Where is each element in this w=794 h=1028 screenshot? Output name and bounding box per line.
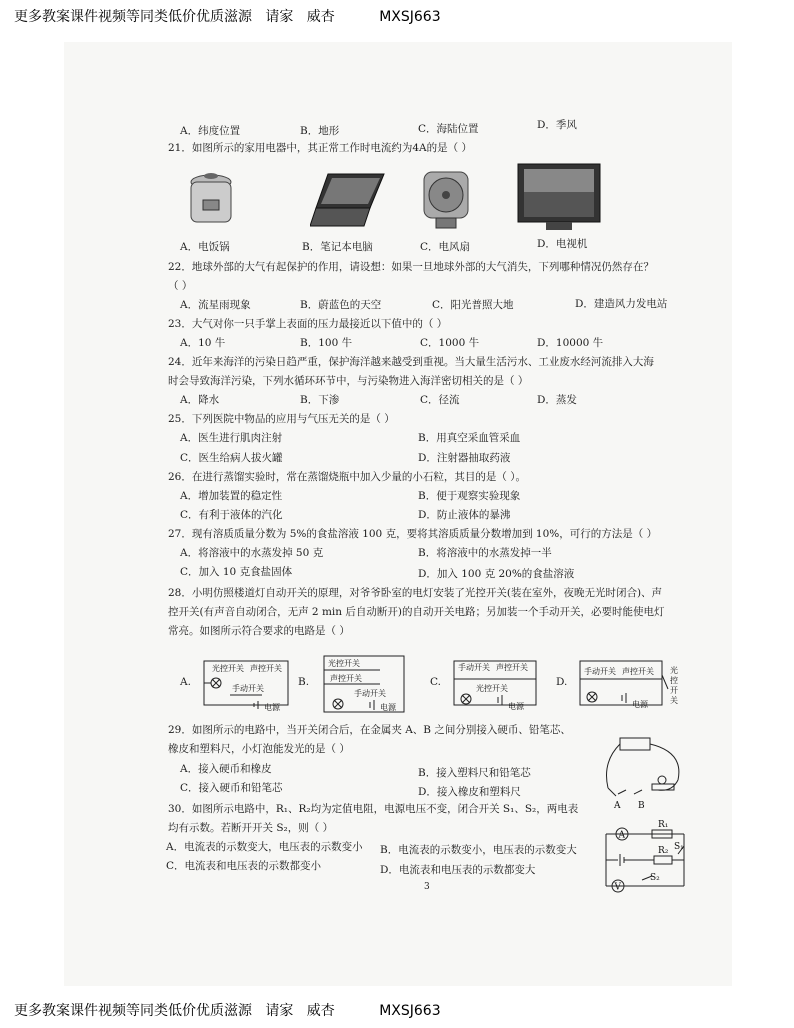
q23-option-c: C．1000 牛 bbox=[420, 337, 480, 349]
q25-stem: 25．下列医院中物品的应用与气压无关的是（ ） bbox=[168, 413, 395, 425]
q30-stem: 30．如图所示电路中，R₁、R₂均为定值电阻，电源电压不变，闭合开关 S₁、S₂，两电表 bbox=[168, 803, 579, 815]
q24-option-a: A．降水 bbox=[180, 394, 220, 406]
q25-option-c: C．医生给病人拔火罐 bbox=[180, 452, 283, 464]
q28-stem: 28．小明仿照楼道灯自动开关的原理，对爷爷卧室的电灯安装了光控开关(装在室外，夜晚无光时闭合)、声 bbox=[168, 587, 663, 599]
q29-clip-a-label: A bbox=[614, 801, 621, 811]
q25-option-a: A．医生进行肌肉注射 bbox=[180, 432, 283, 444]
q28d-sound-label: 声控开关 bbox=[622, 667, 654, 676]
q28d-light-v-3: 开 bbox=[670, 686, 678, 695]
bottom-banner: 更多教案课件视频等同类低价优质滋源 请家 威杏 MXSJ663 bbox=[14, 1003, 441, 1019]
q28c-manual-label: 手动开关 bbox=[458, 663, 490, 672]
q27-option-d: D．加入 100 克 20%的食盐溶液 bbox=[418, 568, 575, 580]
q26-option-a: A．增加装置的稳定性 bbox=[180, 490, 283, 502]
q28d-power-label: 电源 bbox=[632, 700, 648, 709]
q26-option-c: C．有利于液体的汽化 bbox=[180, 509, 283, 521]
top-banner: 更多教案课件视频等同类低价优质滋源 请家 威杏 MXSJ663 bbox=[14, 9, 441, 25]
q28a-light-label: 光控开关 bbox=[212, 664, 244, 673]
q20-option-a: A．纬度位置 bbox=[180, 125, 241, 137]
q28a-power-label: 电源 bbox=[264, 703, 280, 712]
q20-option-d: D．季风 bbox=[537, 119, 577, 131]
q24-option-c: C．径流 bbox=[420, 394, 460, 406]
q30-option-c: C．电流表和电压表的示数都变小 bbox=[166, 860, 322, 872]
q30-voltmeter-label: V bbox=[614, 882, 621, 893]
q30-option-b: B．电流表的示数变小，电压表的示数变大 bbox=[380, 844, 577, 856]
q27-option-a: A．将溶液中的水蒸发掉 50 克 bbox=[180, 547, 324, 559]
q29-clip-b-label: B bbox=[638, 801, 645, 811]
q28d-manual-label: 手动开关 bbox=[584, 667, 616, 676]
q30-circuit-figure bbox=[598, 818, 694, 900]
q28b-manual-label: 手动开关 bbox=[354, 689, 386, 698]
q21-stem: 21．如图所示的家用电器中，其正常工作时电流约为4A的是（ ） bbox=[168, 142, 472, 154]
q30-r1-label: R₁ bbox=[658, 820, 669, 830]
q28d-light-v-2: 控 bbox=[670, 676, 678, 685]
q21-option-c: C．电风扇 bbox=[420, 241, 471, 253]
q30-option-d: D．电流表和电压表的示数都变大 bbox=[380, 864, 536, 876]
q30-option-a: A．电流表的示数变大，电压表的示数变小 bbox=[166, 841, 363, 853]
q25-option-d: D．注射器抽取药液 bbox=[418, 452, 511, 464]
page-number: 3 bbox=[424, 882, 430, 892]
q23-option-b: B．100 牛 bbox=[300, 337, 353, 349]
q28-option-b: B. bbox=[298, 676, 310, 688]
q30-s2-label: S₂ bbox=[650, 873, 660, 883]
q23-option-a: A．10 牛 bbox=[180, 337, 226, 349]
q29-circuit-figure bbox=[598, 732, 690, 814]
q24-stem-2: 时会导致海洋污染，下列水循环环节中，与污染物进入海洋密切相关的是（ ） bbox=[168, 375, 529, 387]
q28b-power-label: 电源 bbox=[380, 703, 396, 712]
q28-circuit-c bbox=[450, 655, 540, 713]
q22-option-d: D．建造风力发电站 bbox=[575, 298, 668, 310]
q30-stem-2: 均有示数。若断开开关 S₂，则（ ） bbox=[168, 822, 334, 834]
q27-option-b: B．将溶液中的水蒸发掉一半 bbox=[418, 547, 552, 559]
q23-stem: 23．大气对你一只手掌上表面的压力最接近以下值中的（ ） bbox=[168, 318, 448, 330]
q21-option-a: A．电饭锅 bbox=[180, 241, 230, 253]
q29-stem-2: 橡皮和塑料尺，小灯泡能发光的是（ ） bbox=[168, 743, 350, 755]
q29-stem: 29．如图所示的电路中，当开关闭合后，在金属夹 A、B 之间分别接入硬币、铅笔芯、 bbox=[168, 724, 571, 736]
q21-option-b: B．笔记本电脑 bbox=[302, 241, 373, 253]
q29-option-c: C．接入硬币和铅笔芯 bbox=[180, 782, 283, 794]
q28c-power-label: 电源 bbox=[508, 702, 524, 711]
q28-circuit-d bbox=[576, 655, 686, 713]
q24-option-b: B．下渗 bbox=[300, 394, 340, 406]
q24-stem: 24．近年来海洋的污染日趋严重，保护海洋越来越受到重视。当大量生活污水、工业废水经河流排入大海 bbox=[168, 356, 654, 368]
q29-option-d: D．接入橡皮和塑料尺 bbox=[418, 786, 521, 798]
q20-option-b: B．地形 bbox=[300, 125, 340, 137]
q26-stem: 26．在进行蒸馏实验时，常在蒸馏烧瓶中加入少量的小石粒，其目的是（ ）。 bbox=[168, 471, 526, 483]
q21-option-d: D．电视机 bbox=[537, 238, 588, 250]
q25-option-b: B．用真空采血管采血 bbox=[418, 432, 521, 444]
q30-s1-label: S₁ bbox=[674, 842, 684, 852]
q22-stem-2: （ ） bbox=[168, 280, 193, 292]
q30-r2-label: R₂ bbox=[658, 846, 669, 856]
q28d-light-v-4: 关 bbox=[670, 696, 678, 705]
q28-option-c: C. bbox=[430, 676, 441, 688]
q28-circuit-b bbox=[320, 652, 410, 718]
q24-option-d: D．蒸发 bbox=[537, 394, 577, 406]
q27-option-c: C．加入 10 克食盐固体 bbox=[180, 566, 293, 578]
q28-stem-2: 控开关(有声音自动闭合，无声 2 min 后自动断开)的自动开关电路；另加装一个手动开关，必要时能使电灯 bbox=[168, 606, 665, 618]
q28-option-a: A. bbox=[180, 676, 191, 688]
q28b-light-label: 光控开关 bbox=[328, 659, 360, 668]
q28b-sound-label: 声控开关 bbox=[330, 674, 362, 683]
q22-option-a: A．流星雨现象 bbox=[180, 299, 251, 311]
q22-option-c: C．阳光普照大地 bbox=[432, 299, 514, 311]
q27-stem: 27．现有溶质质量分数为 5%的食盐溶液 100 克，要将其溶质质量分数增加到 10%，可行的方法是（ ） bbox=[168, 528, 658, 540]
q28c-sound-label: 声控开关 bbox=[496, 663, 528, 672]
q26-option-d: D．防止液体的暴沸 bbox=[418, 509, 511, 521]
q28-circuit-a bbox=[200, 655, 292, 713]
q28a-manual-label: 手动开关 bbox=[232, 684, 264, 693]
q28c-light-label: 光控开关 bbox=[476, 684, 508, 693]
q20-option-c: C．海陆位置 bbox=[418, 123, 479, 135]
q23-option-d: D．10000 牛 bbox=[537, 337, 604, 349]
q22-stem: 22．地球外部的大气有起保护的作用，请设想：如果一旦地球外部的大气消失，下列哪种情况仍然存在？ bbox=[168, 261, 654, 273]
q28-option-d: D. bbox=[556, 676, 568, 688]
q28d-light-v-1: 光 bbox=[670, 666, 678, 675]
q30-ammeter-label: A bbox=[618, 830, 625, 841]
q29-option-a: A．接入硬币和橡皮 bbox=[180, 763, 272, 775]
q28-stem-3: 常亮。如图所示符合要求的电路是（ ） bbox=[168, 625, 350, 637]
q29-option-b: B．接入塑料尺和铅笔芯 bbox=[418, 767, 531, 779]
q26-option-b: B．便于观察实验现象 bbox=[418, 490, 521, 502]
q22-option-b: B．蔚蓝色的天空 bbox=[300, 299, 382, 311]
q28a-sound-label: 声控开关 bbox=[250, 664, 282, 673]
